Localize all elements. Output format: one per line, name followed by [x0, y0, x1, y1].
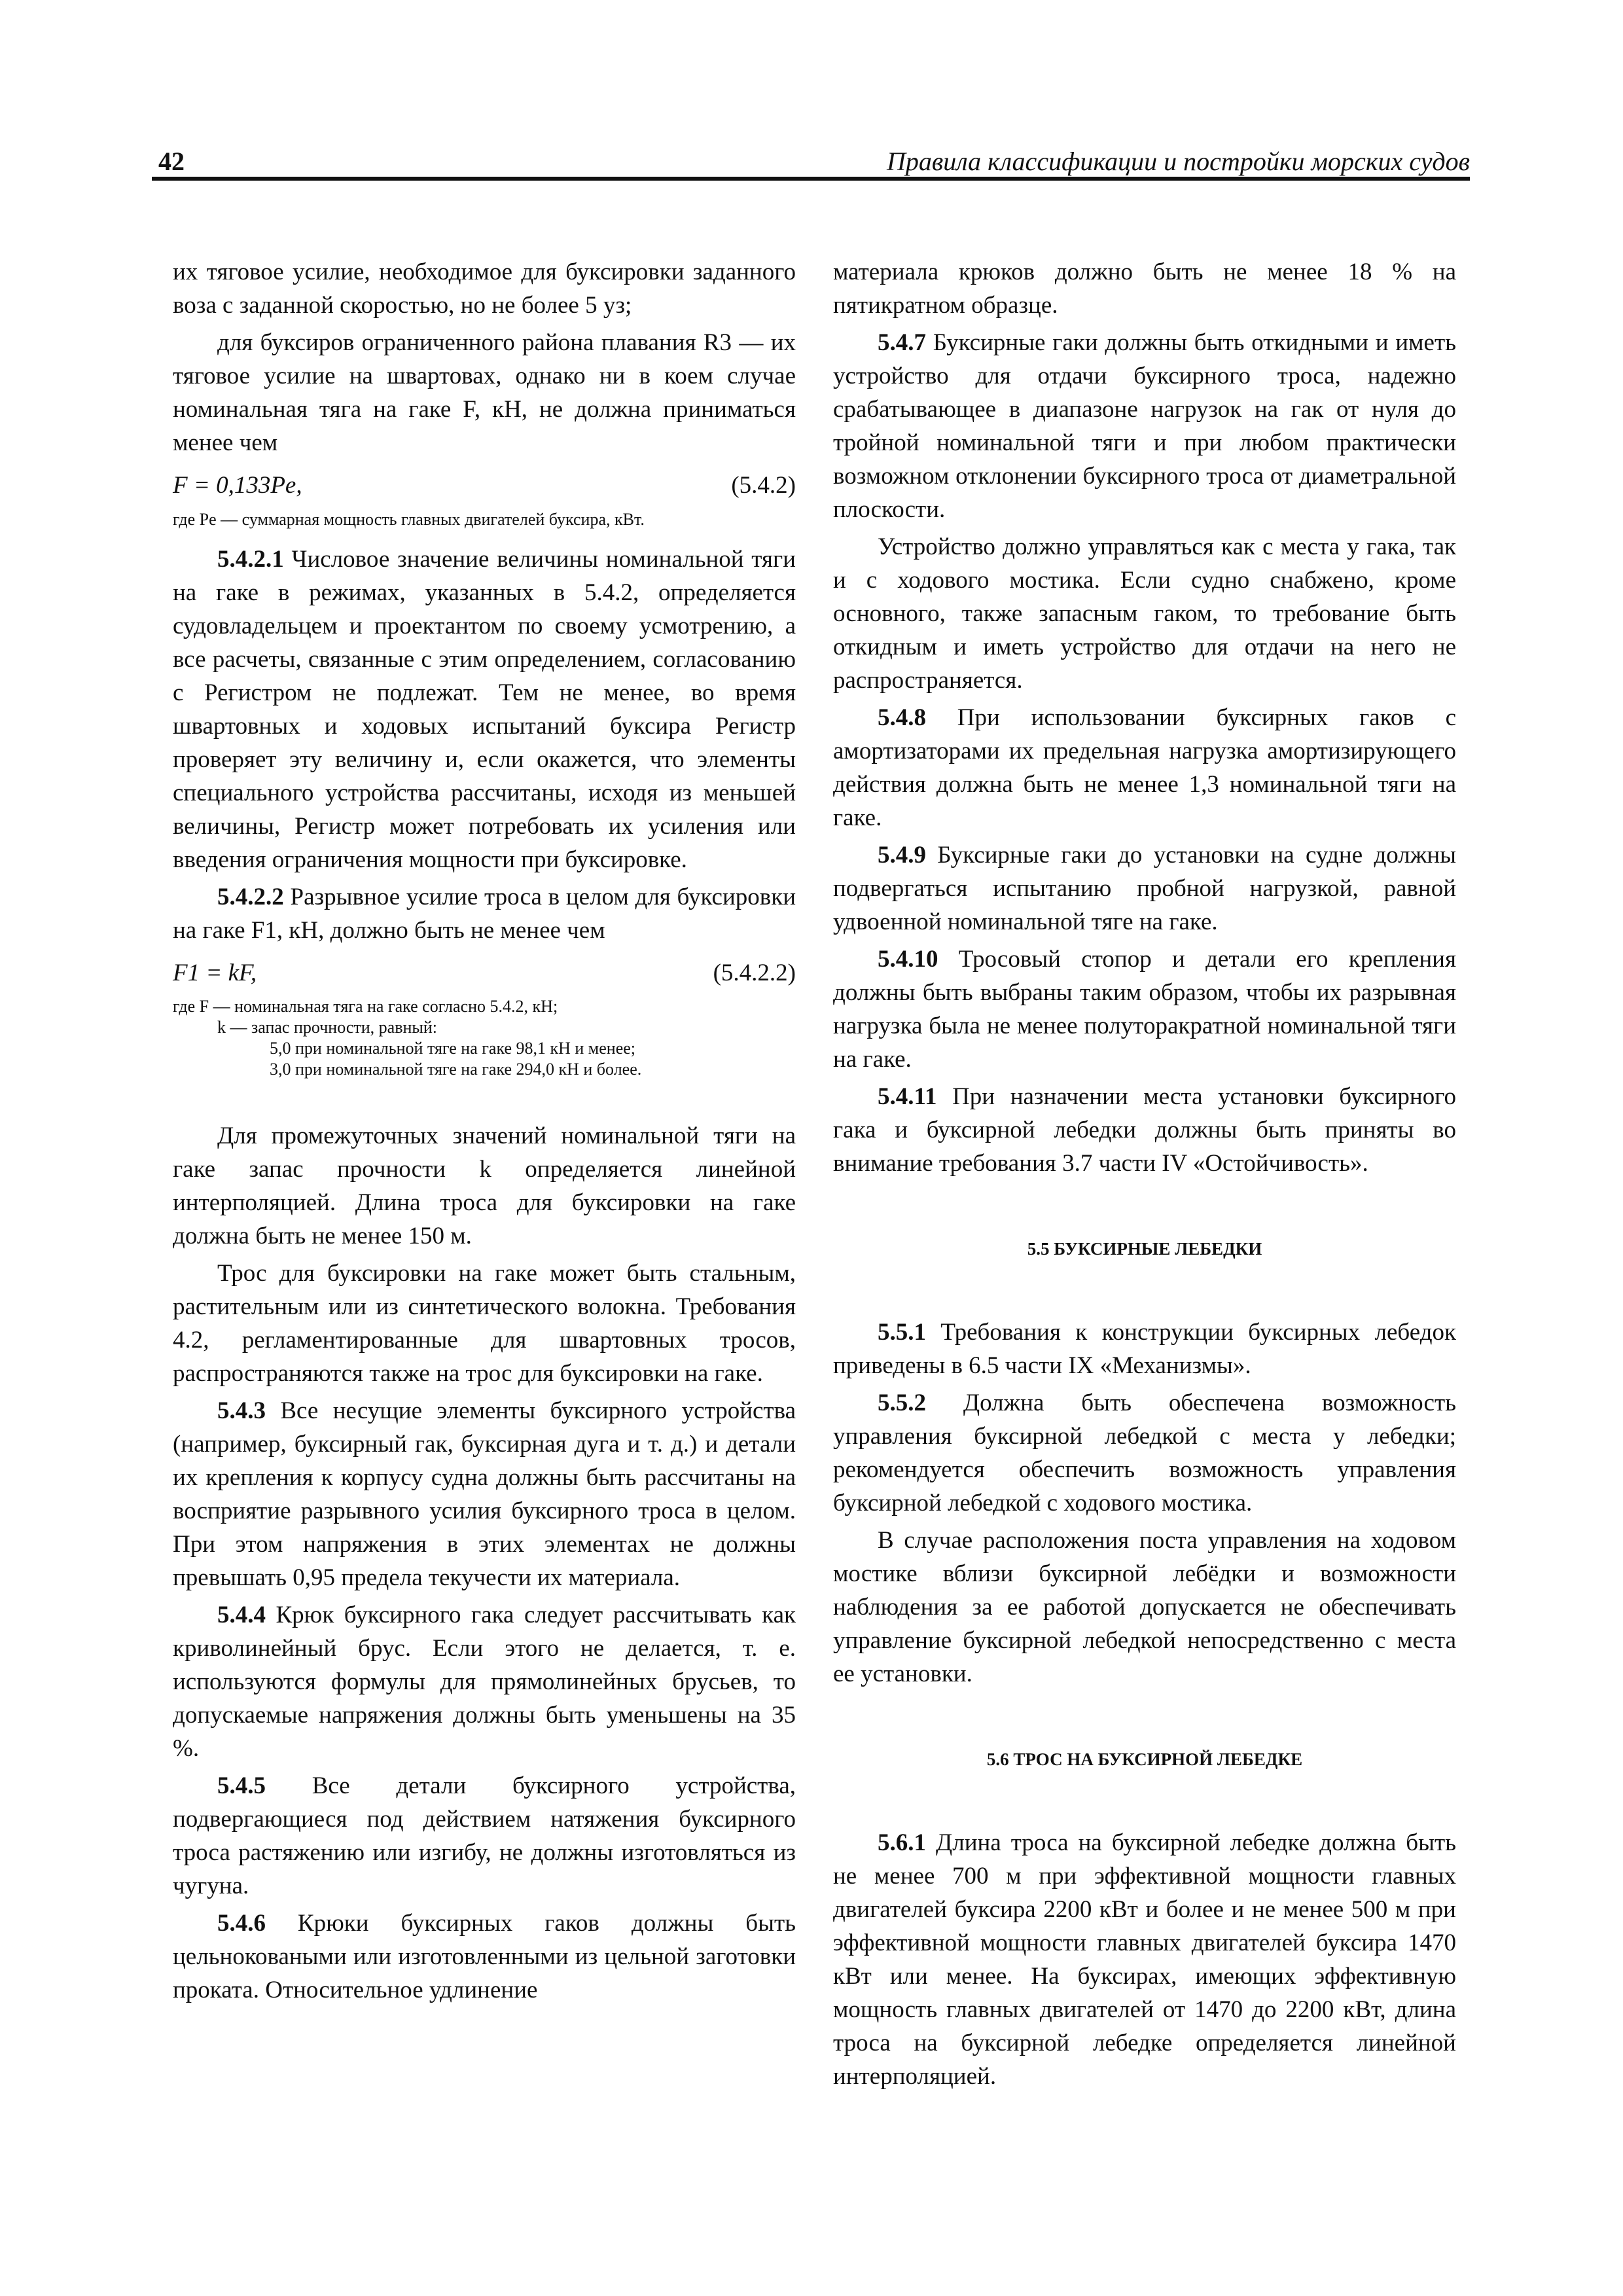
clause-5-4-8	[833, 701, 1456, 834]
clause-5-5-2	[833, 1386, 1456, 1520]
legend-line: 3,0 при номинальной тяге на гаке 294,0 кН и более.	[270, 1060, 642, 1079]
right-column	[833, 255, 1456, 2097]
formula-expression: F = 0,133Pe,	[173, 472, 302, 499]
clause-5-4-10	[833, 942, 1456, 1076]
clause-number: 5.4.7	[878, 329, 926, 356]
clause-text: Буксирные гаки до установки на судне должны подвергаться испытанию пробной нагрузкой, равной удвоенной номинальной тяге на гаке.	[833, 842, 1456, 935]
clause-text: Числовое значение величины номинальной тяги на гаке в режимах, указанных в 5.4.2, определяется судовладельцем и проектантом по своему усмотрению, а все расчеты, связанные с этим определением, согласованию с Регистром не подлежат. Тем не менее, во время швартовных и ходовых испытаний буксира Регистр проверяет эту величину и, если окажется, что элементы специального устройства рассчитаны, исходя из меньшей величины, Регистр может потребовать их усиления или введения ограничения мощности при буксировке.	[173, 546, 796, 873]
formula-5-4-2	[173, 469, 796, 502]
clause-number: 5.4.11	[878, 1083, 937, 1110]
clause-text: Все детали буксирного устройства, подвергающиеся под действием натяжения буксирного троса растяжению или изгибу, не должны изготовляться из чугуна.	[173, 1772, 796, 1899]
paragraph: В случае расположения поста управления на ходовом мостике вблизи буксирной лебёдки и возможности наблюдения за ее работой допускается не обеспечивать управление буксирной лебедкой непосредственно с места ее установки.	[833, 1527, 1456, 1687]
left-column	[173, 255, 796, 2011]
clause-text: Буксирные гаки должны быть откидными и иметь устройство для отдачи буксирного троса, надежно срабатывающее в диапазоне нагрузок на гак от нуля до тройной номинальной тяги и при любом практически возможном отклонении буксирного троса от диаметральной плоскости.	[833, 329, 1456, 523]
legend-line: 5,0 при номинальной тяге на гаке 98,1 кН и менее;	[270, 1039, 636, 1058]
clause-number: 5.4.4	[217, 1602, 266, 1628]
clause-number: 5.5.2	[878, 1390, 926, 1416]
clause-text: При назначении места установки буксирного гака и буксирной лебедки должны быть приняты во внимание требования 3.7 части IV «Остойчивость».	[833, 1083, 1456, 1177]
header-rule	[152, 177, 1470, 181]
clause-number: 5.5.1	[878, 1319, 926, 1346]
clause-5-4-3	[173, 1394, 796, 1594]
page-number: 42	[158, 147, 185, 176]
clause-number: 5.4.6	[217, 1910, 266, 1937]
section-title-5-6: 5.6 ТРОС НА БУКСИРНОЙ ЛЕБЕДКЕ	[986, 1749, 1303, 1769]
paragraph: материала крюков должно быть не менее 18 % на пятикратном образце.	[833, 259, 1456, 319]
paragraph: Трос для буксировки на гаке может быть стальным, растительным или из синтетического волокна. Требования 4.2, регламентированные для швартовных тросов, распространяются также на трос для буксировки на гаке.	[173, 1260, 796, 1387]
clause-text: Разрывное усилие троса в целом для буксировки на гаке F1, кН, должно быть не менее чем	[173, 884, 796, 944]
legend-line: где F — номинальная тяга на гаке согласно 5.4.2, кН;	[173, 997, 558, 1016]
clause-text: Все несущие элементы буксирного устройства (например, буксирный гак, буксирная дуга и т. д.) и детали их крепления к корпусу судна должны быть рассчитаны на восприятие разрывного усилия буксирного троса в целом. При этом напряжения в этих элементах не должны превышать 0,95 предела текучести их материала.	[173, 1397, 796, 1591]
clause-text: Длина троса на буксирной лебедке должна быть не менее 700 м при эффективной мощности главных двигателей буксира 2200 кВт и более и не менее 500 м при эффективной мощности главных двигателей буксира 1470 кВт или менее. На буксирах, имеющих эффективную мощность главных двигателей от 1470 до 2200 кВт, длина троса на буксирной лебедке определяется линейной интерполяцией.	[833, 1829, 1456, 2090]
formula-5-4-2-2	[173, 956, 796, 990]
paragraph: их тяговое усилие, необходимое для буксировки заданного воза с заданной скоростью, но не более 5 уз;	[173, 259, 796, 319]
clause-5-4-11	[833, 1080, 1456, 1180]
clause-number: 5.4.3	[217, 1397, 266, 1424]
clause-5-4-6	[173, 1907, 796, 2007]
formula-number: (5.4.2)	[731, 472, 796, 499]
clause-number: 5.4.9	[878, 842, 926, 869]
section-title-5-5: 5.5 БУКСИРНЫЕ ЛЕБЕДКИ	[1027, 1239, 1262, 1259]
clause-number: 5.4.2.2	[217, 884, 284, 910]
clause-number: 5.6.1	[878, 1829, 926, 1856]
clause-5-6-1	[833, 1826, 1456, 2093]
clause-text: Крюк буксирного гака следует рассчитывать как криволинейный брус. Если этого не делается, т. е. используются формулы для прямолинейных брусьев, то допускаемые напряжения должны быть уменьшены на 35 %.	[173, 1602, 796, 1762]
clause-5-4-2-1	[173, 543, 796, 876]
clause-5-4-4	[173, 1598, 796, 1765]
formula-expression: F1 = kF,	[173, 960, 257, 986]
running-title: Правила классификации и постройки морских судов	[886, 147, 1470, 176]
clause-text: При использовании буксирных гаков с амортизаторами их предельная нагрузка амортизирующего действия должна быть не менее 1,3 номинальной тяги на гаке.	[833, 704, 1456, 831]
paragraph: для буксиров ограниченного района плавания R3 — их тяговое усилие на швартовах, однако ни в коем случае номинальная тяга на гаке F, кН, не должна приниматься менее чем	[173, 329, 796, 456]
legend-line: k — запас прочности, равный:	[217, 1018, 437, 1037]
clause-5-4-5	[173, 1769, 796, 1903]
formula-note: где Pe — суммарная мощность главных двигателей буксира, кВт.	[173, 510, 645, 529]
formula-legend	[173, 996, 796, 1080]
clause-5-4-7	[833, 326, 1456, 526]
paragraph: Устройство должно управляться как с места у гака, так и с ходового мостика. Если судно снабжено, кроме основного, также запасным гаком, то требование быть откидным и иметь устройство для отдачи на него не распространяется.	[833, 533, 1456, 694]
formula-number: (5.4.2.2)	[713, 960, 796, 986]
clause-text: Требования к конструкции буксирных лебедок приведены в 6.5 части IX «Механизмы».	[833, 1319, 1456, 1379]
clause-5-4-2-2	[173, 880, 796, 947]
clause-5-5-1	[833, 1316, 1456, 1382]
paragraph: Для промежуточных значений номинальной тяги на гаке запас прочности k определяется линейной интерполяцией. Длина троса для буксировки на гаке должна быть не менее 150 м.	[173, 1122, 796, 1249]
clause-text: Тросовый стопор и детали его крепления должны быть выбраны таким образом, чтобы их разрывная нагрузка была не менее полуторакратной номинальной тяги на гаке.	[833, 946, 1456, 1073]
page-header	[152, 134, 1470, 180]
clause-number: 5.4.10	[878, 946, 938, 973]
clause-text: Крюки буксирных гаков должны быть цельноковаными или изготовленными из цельной заготовки проката. Относительное удлинение	[173, 1910, 796, 2003]
clause-number: 5.4.2.1	[217, 546, 284, 573]
clause-text: Должна быть обеспечена возможность управления буксирной лебедкой с места у лебедки; рекомендуется обеспечить возможность управления буксирной лебедкой с ходового мостика.	[833, 1390, 1456, 1516]
clause-5-4-9	[833, 838, 1456, 939]
clause-number: 5.4.5	[217, 1772, 266, 1799]
clause-number: 5.4.8	[878, 704, 926, 731]
